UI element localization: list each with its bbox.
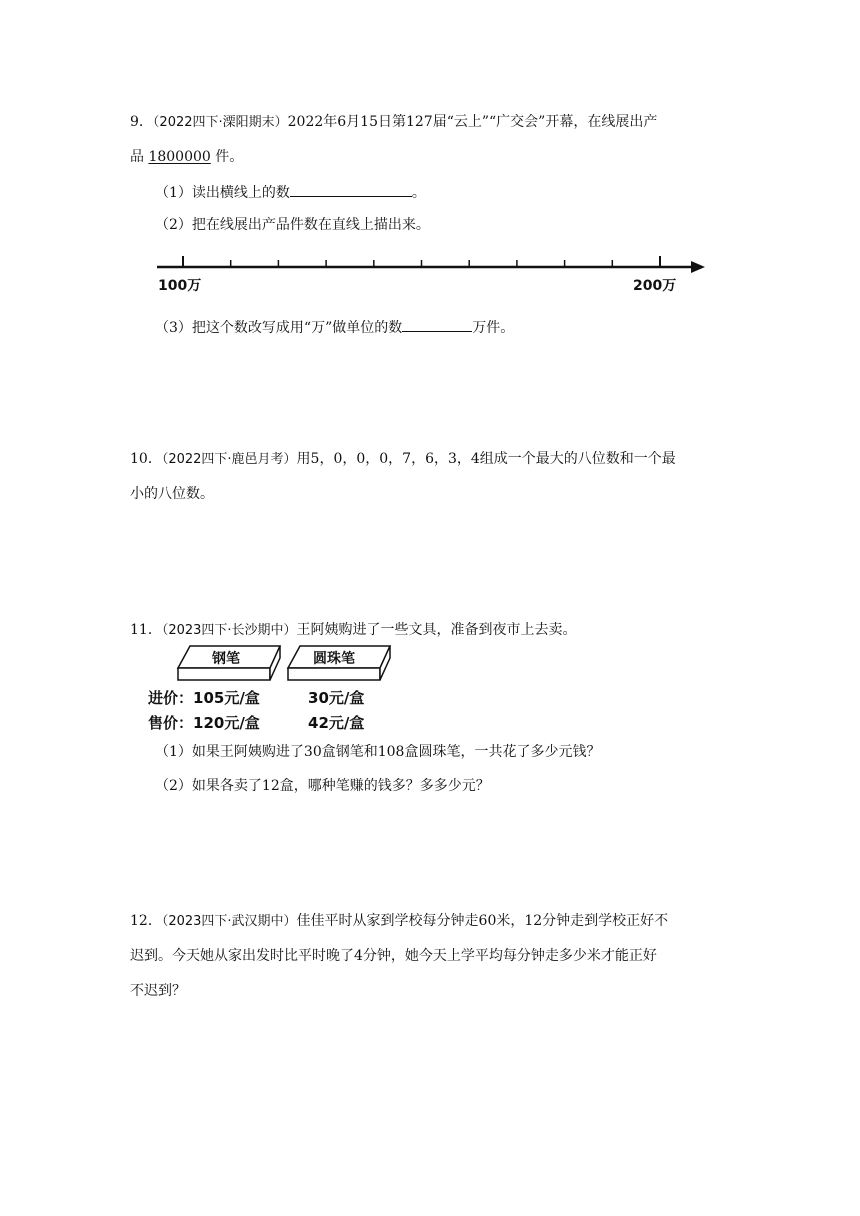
q11-number: 11．	[130, 622, 162, 638]
q12-text: 佳佳平时从家到学校每分钟走60米，12分钟走到学校正好不	[296, 913, 669, 929]
q9-part3-end: 万件。	[472, 320, 515, 336]
q9-line2	[130, 147, 243, 167]
q9-part1-text: （1）读出横线上的数	[155, 185, 290, 201]
pen-buy-price: 105元/盒	[193, 689, 260, 707]
ballpen-sell-price: 42元/盒	[308, 714, 365, 732]
q10-number: 10．	[130, 451, 162, 467]
q11-line1	[130, 620, 577, 641]
q9-text: 2022年6月15日第127届“云上”“广交会”开幕，在线展出产	[287, 114, 658, 130]
number-line-arrow-icon	[691, 261, 705, 273]
q12-source: （2023四下·武汉期中）	[161, 914, 297, 929]
q9-number: 9．	[130, 114, 153, 130]
q9-text-b-suffix: 件。	[210, 149, 244, 165]
sell-price-label: 售价：	[148, 714, 194, 732]
q12-line2	[130, 946, 657, 966]
q9-part3	[155, 316, 514, 338]
q9-text-b-prefix: 品	[130, 149, 149, 165]
pen-box-label: 钢笔	[212, 651, 240, 667]
number-line[interactable]	[0, 252, 860, 302]
q10-text: 用5，0，0，0，7，6，3，4组成一个最大的八位数和一个最	[296, 451, 676, 467]
q9-part1-blank[interactable]	[290, 181, 412, 197]
q12-text-b: 迟到。今天她从家出发时比平时晚了4分钟，她今天上学平均每分钟走多少米才能正好	[130, 948, 657, 964]
q9-part2-text: （2）把在线展出产品件数在直线上描出来。	[155, 217, 430, 233]
stationery-figure	[170, 640, 440, 690]
q9-part3-text: （3）把这个数改写成用“万”做单位的数	[155, 320, 403, 336]
q9-source: （2022四下·溧阳期末）	[152, 115, 288, 130]
q11-part1	[155, 742, 600, 762]
q10-line2	[130, 484, 214, 504]
q12-line3	[130, 981, 186, 1001]
q10-text-b: 小的八位数。	[130, 486, 214, 502]
q11-text: 王阿姨购进了一些文具，准备到夜市上去卖。	[296, 622, 577, 638]
q9-part1-end: 。	[411, 185, 426, 201]
q11-part1-text: （1）如果王阿姨购进了30盒钢笔和108盒圆珠笔，一共花了多少元钱？	[155, 744, 601, 760]
q12-text-c: 不迟到？	[130, 983, 186, 999]
q12-line1	[130, 911, 668, 932]
q9-part1	[155, 181, 426, 203]
q9-underlined-number: 1800000	[148, 149, 211, 165]
number-line-max-label: 200万	[633, 278, 677, 294]
q10-source: （2022四下·鹿邑月考）	[161, 452, 297, 467]
q11-sell-row	[148, 713, 364, 733]
ballpen-box-front	[288, 668, 380, 680]
q12-number: 12．	[130, 913, 162, 929]
ballpen-box-label: 圆珠笔	[313, 651, 355, 667]
q11-part2-text: （2）如果各卖了12盒，哪种笔赚的钱多？多多少元？	[155, 778, 490, 794]
q11-source: （2023四下·长沙期中）	[161, 623, 297, 638]
q9-part2	[155, 215, 430, 235]
ballpen-buy-price: 30元/盒	[308, 689, 365, 707]
q11-part2	[155, 776, 490, 796]
number-line-min-label: 100万	[158, 278, 202, 294]
q11-buy-row	[148, 688, 364, 708]
q9-line1	[130, 112, 657, 133]
pen-sell-price: 120元/盒	[193, 714, 260, 732]
q9-part3-blank[interactable]	[402, 316, 472, 332]
buy-price-label: 进价：	[148, 689, 194, 707]
q10-line1	[130, 449, 676, 470]
pen-box-front	[178, 668, 270, 680]
